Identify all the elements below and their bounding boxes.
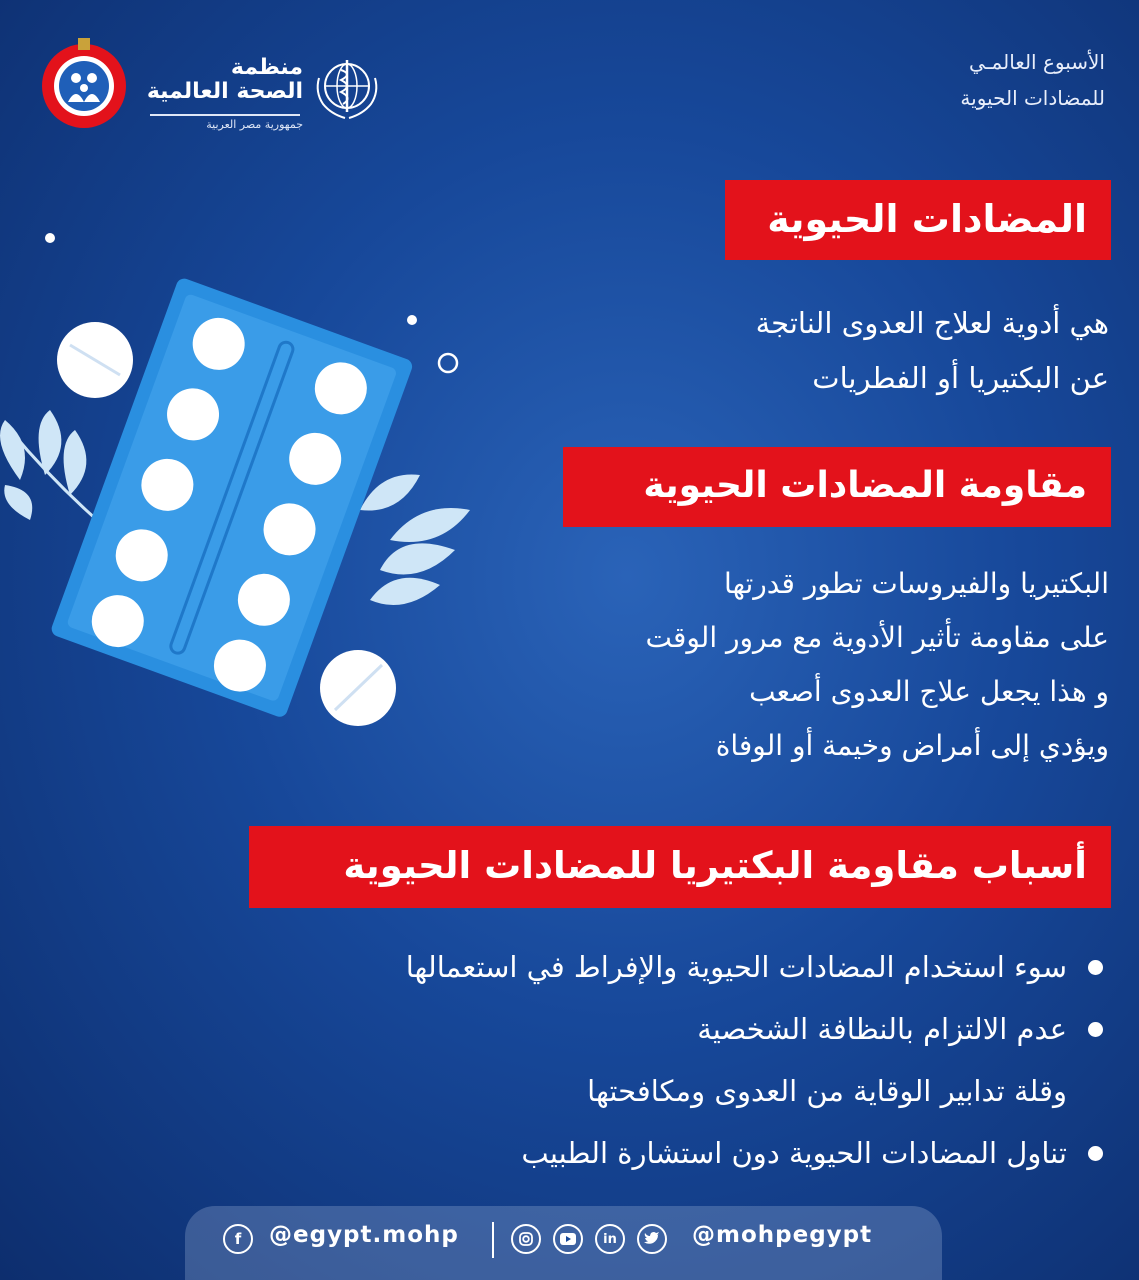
facebook-handle[interactable]: @egypt.mohp bbox=[269, 1222, 459, 1248]
bullet-icon bbox=[1088, 1146, 1103, 1161]
cause-text-4: تناول المضادات الحيوية دون استشارة الطبيب bbox=[521, 1136, 1067, 1170]
facebook-icon[interactable]: f bbox=[223, 1224, 253, 1254]
list-item bbox=[406, 1122, 1107, 1184]
resistance-line-2: على مقاومة تأثير الأدوية مع مرور الوقت bbox=[645, 621, 1109, 654]
resistance-line-1: البكتيريا والفيروسات تطور قدرتها bbox=[724, 567, 1109, 600]
loose-pill-bottom bbox=[320, 650, 396, 726]
cause-text-2: عدم الالتزام بالنظافة الشخصية bbox=[697, 1012, 1067, 1046]
list-item bbox=[406, 936, 1107, 998]
who-emblem-icon bbox=[309, 48, 385, 124]
campaign-title-line1: الأسبوع العالمـي bbox=[969, 50, 1105, 74]
resistance-line-3: و هذا يجعل علاج العدوى أصعب bbox=[749, 675, 1109, 708]
causes-list bbox=[406, 936, 1107, 1184]
who-country: جمهورية مصر العربية bbox=[206, 118, 303, 131]
who-name bbox=[147, 56, 303, 104]
cause-text-3: وقلة تدابير الوقاية من العدوى ومكافحتها bbox=[587, 1074, 1067, 1108]
who-logo bbox=[146, 48, 385, 138]
blister-pack-illustration bbox=[0, 220, 480, 740]
campaign-title-line2: للمضادات الحيوية bbox=[960, 86, 1105, 110]
twitter-icon[interactable] bbox=[637, 1224, 667, 1254]
ministry-of-health-logo bbox=[38, 38, 130, 130]
leaf-cluster-left bbox=[0, 410, 86, 520]
who-name-line2: الصحة العالمية bbox=[146, 79, 303, 104]
social-footer bbox=[185, 1206, 942, 1280]
antibiotics-line-1: هي أدوية لعلاج العدوى الناتجة bbox=[755, 306, 1109, 340]
list-item bbox=[406, 998, 1107, 1060]
instagram-icon[interactable] bbox=[511, 1224, 541, 1254]
list-item-continuation bbox=[406, 1060, 1067, 1122]
heading-antibiotic-resistance: مقاومة المضادات الحيوية bbox=[563, 447, 1111, 527]
campaign-title bbox=[845, 44, 1105, 116]
linkedin-icon[interactable]: in bbox=[595, 1224, 625, 1254]
bullet-icon bbox=[1088, 1022, 1103, 1037]
who-underline bbox=[150, 114, 300, 116]
bullet-icon bbox=[1088, 960, 1103, 975]
heading-antibiotics: المضادات الحيوية bbox=[725, 180, 1111, 260]
who-name-line1: منظمة bbox=[230, 55, 303, 80]
youtube-icon[interactable] bbox=[553, 1224, 583, 1254]
social-handle[interactable]: @mohpegypt bbox=[692, 1222, 873, 1248]
cause-text-1: سوء استخدام المضادات الحيوية والإفراط في استعمالها bbox=[405, 950, 1067, 984]
loose-pill-top bbox=[57, 322, 133, 398]
resistance-description bbox=[645, 557, 1109, 773]
antibiotics-definition bbox=[756, 296, 1109, 406]
antibiotics-line-2: عن البكتيريا أو الفطريات bbox=[812, 361, 1109, 395]
leaf-cluster-right bbox=[360, 474, 470, 605]
footer-divider bbox=[492, 1222, 494, 1258]
resistance-line-4: ويؤدي إلى أمراض وخيمة أو الوفاة bbox=[715, 729, 1109, 762]
heading-resistance-causes: أسباب مقاومة البكتيريا للمضادات الحيوية bbox=[249, 826, 1111, 908]
